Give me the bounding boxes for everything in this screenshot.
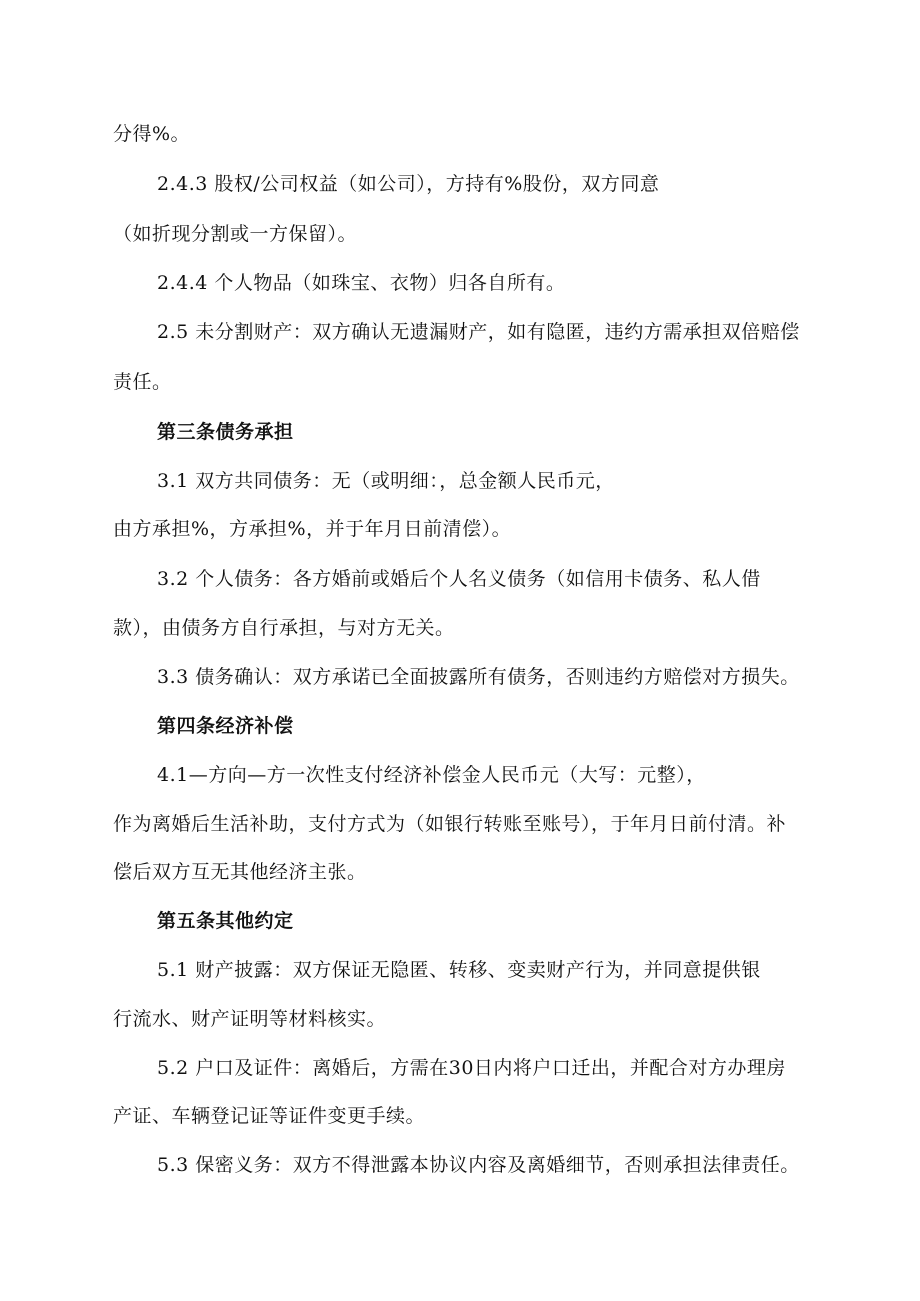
paragraph-line: 作为离婚后生活补助，支付方式为（如银行转账至账号），于年月日前付清。补	[113, 813, 787, 835]
paragraph-line: （如折现分割或一方保留）。	[113, 223, 358, 245]
paragraph-line: 行流水、财产证明等材料核实。	[113, 1008, 387, 1030]
clause-2-4-3: 2.4.3 股权/公司权益（如公司），方持有%股份，双方同意	[157, 173, 660, 195]
clause-3-3: 3.3 债务确认：双方承诺已全面披露所有债务，否则违约方赔偿对方损失。	[157, 666, 800, 688]
paragraph-line: 责任。	[113, 371, 172, 393]
paragraph-line: 由方承担%，方承担%，并于年月日前清偿）。	[113, 518, 512, 540]
section-heading-4: 第四条经济补偿	[157, 715, 294, 737]
clause-5-1: 5.1 财产披露：双方保证无隐匿、转移、变卖财产行为，并同意提供银	[157, 959, 761, 981]
paragraph-line: 偿后双方互无其他经济主张。	[113, 861, 367, 883]
section-heading-5: 第五条其他约定	[157, 910, 294, 932]
clause-5-2: 5.2 户口及证件：离婚后，方需在30日内将户口迁出，并配合对方办理房	[157, 1057, 786, 1079]
clause-5-3: 5.3 保密义务：双方不得泄露本协议内容及离婚细节，否则承担法律责任。	[157, 1154, 800, 1176]
paragraph-line: 产证、车辆登记证等证件变更手续。	[113, 1105, 426, 1127]
clause-3-1: 3.1 双方共同债务：无（或明细：，总金额人民币元，	[157, 470, 615, 492]
paragraph-line: 分得%。	[113, 123, 191, 145]
clause-2-5: 2.5 未分割财产：双方确认无遗漏财产，如有隐匿，违约方需承担双倍赔偿	[157, 321, 800, 343]
clause-4-1: 4.1—方向—方一次性支付经济补偿金人民币元（大写：元整），	[157, 764, 706, 786]
clause-2-4-4: 2.4.4 个人物品（如珠宝、衣物）归各自所有。	[157, 272, 566, 294]
clause-3-2: 3.2 个人债务：各方婚前或婚后个人名义债务（如信用卡债务、私人借	[157, 568, 761, 590]
paragraph-line: 款），由债务方自行承担，与对方无关。	[113, 617, 455, 639]
section-heading-3: 第三条债务承担	[157, 421, 294, 443]
